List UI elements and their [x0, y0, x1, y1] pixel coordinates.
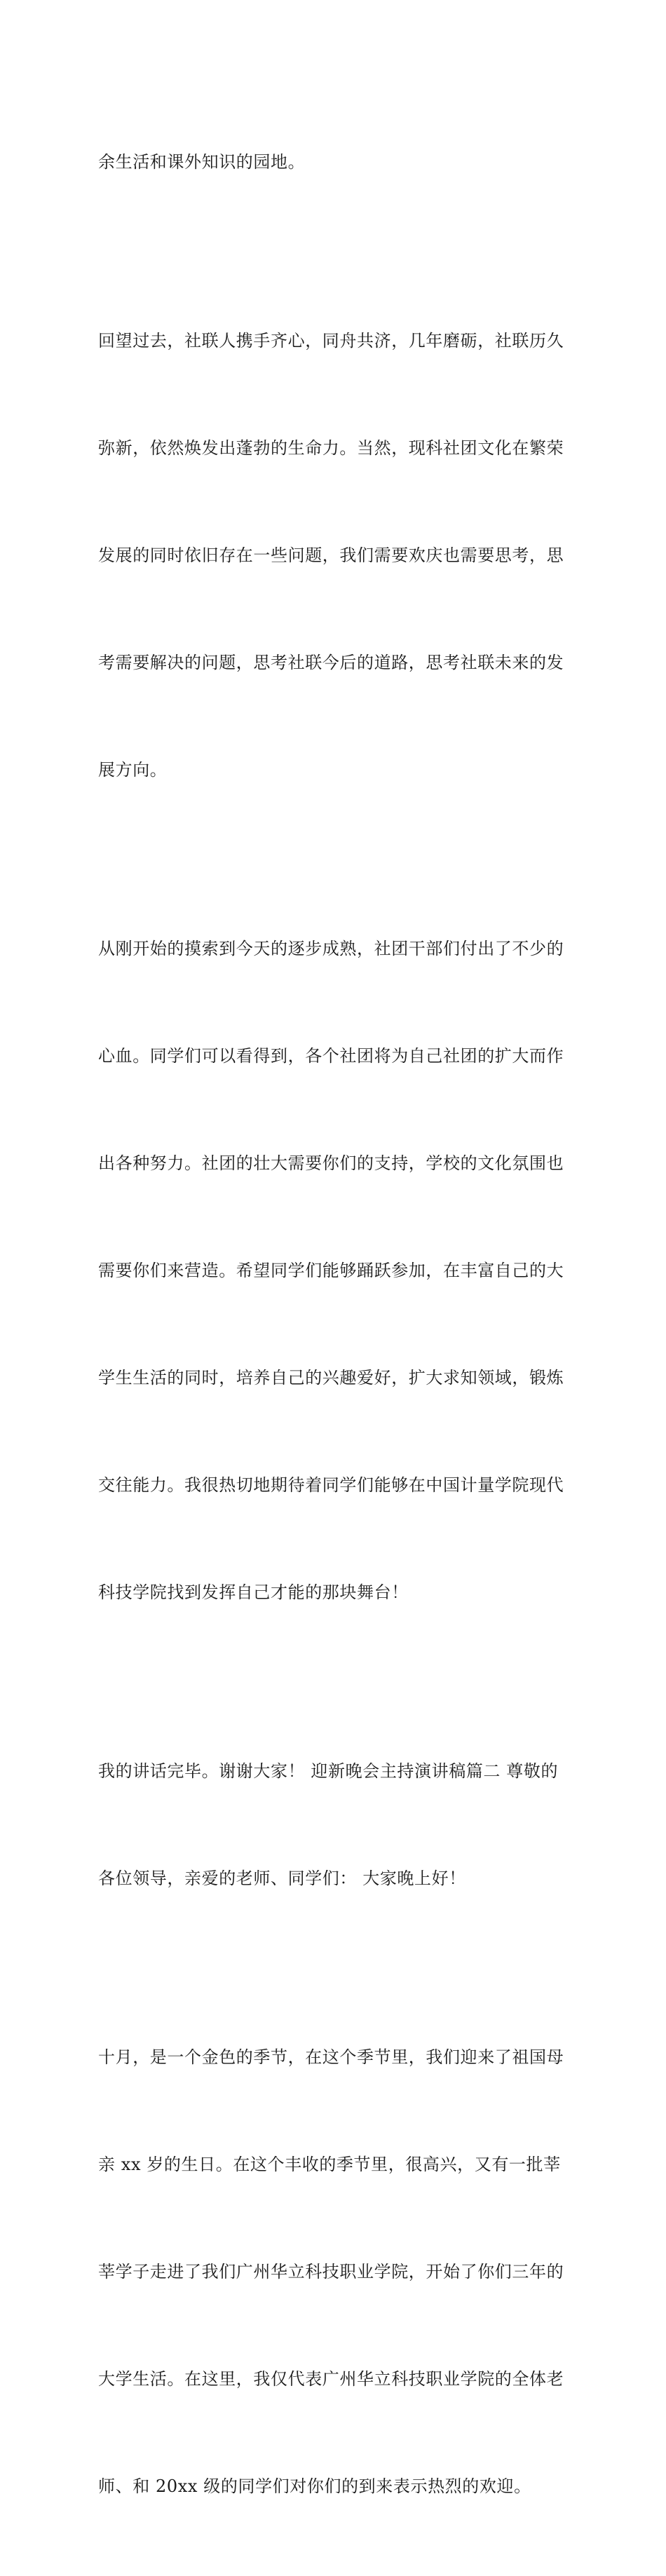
text-line: 出各种努力。社团的壮大需要你们的支持，学校的文化氛围也 [98, 1153, 564, 1173]
text-line: 亲 xx 岁的生日。在这个丰收的季节里，很高兴，又有一批莘 [98, 2155, 561, 2174]
text-line: 各位领导，亲爱的老师、同学们： 大家晚上好！ [98, 1869, 466, 1888]
text-line: 需要你们来营造。希望同学们能够踊跃参加，在丰富自己的大 [98, 1261, 564, 1280]
paragraph-5 [98, 1968, 569, 2576]
text-line: 我的讲话完毕。谢谢大家！ 迎新晚会主持演讲稿篇二 尊敬的 [98, 1761, 559, 1781]
text-line: 展方向。 [98, 760, 168, 780]
text-line: 交往能力。我很热切地期待着同学们能够在中国计量学院现代 [98, 1475, 564, 1495]
text-line: 回望过去，社联人携手齐心，同舟共济，几年磨砺，社联历久 [98, 331, 564, 351]
text-line: 余生活和课外知识的园地。 [98, 152, 306, 172]
text-line: 科技学院找到发挥自己才能的那块舞台！ [98, 1582, 409, 1602]
text-line: 考需要解决的问题，思考社联今后的道路，思考社联未来的发 [98, 653, 564, 672]
text-line: 莘学子走进了我们广州华立科技职业学院，开始了你们三年的 [98, 2262, 564, 2282]
text-line: 发展的同时依旧存在一些问题，我们需要欢庆也需要思考，思 [98, 545, 564, 565]
text-line: 大学生活。在这里，我仅代表广州华立科技职业学院的全体老 [98, 2369, 564, 2389]
paragraph-2 [98, 252, 569, 860]
text-line: 心血。同学们可以看得到，各个社团将为自己社团的扩大而作 [98, 1046, 564, 1066]
paragraph-4 [98, 1682, 569, 1968]
text-line: 师、和 20xx 级的同学们对你们的到来表示热烈的欢迎。 [98, 2476, 531, 2496]
text-line: 十月，是一个金色的季节，在这个季节里，我们迎来了祖国母 [98, 2047, 564, 2067]
paragraph-3 [98, 860, 569, 1682]
text-line: 弥新，依然焕发出蓬勃的生命力。当然，现科社团文化在繁荣 [98, 438, 564, 458]
paragraph-1 [98, 73, 569, 252]
document-body [98, 73, 569, 2576]
text-line: 从刚开始的摸索到今天的逐步成熟，社团干部们付出了不少的 [98, 939, 564, 958]
text-line: 学生生活的同时，培养自己的兴趣爱好，扩大求知领域，锻炼 [98, 1368, 564, 1388]
